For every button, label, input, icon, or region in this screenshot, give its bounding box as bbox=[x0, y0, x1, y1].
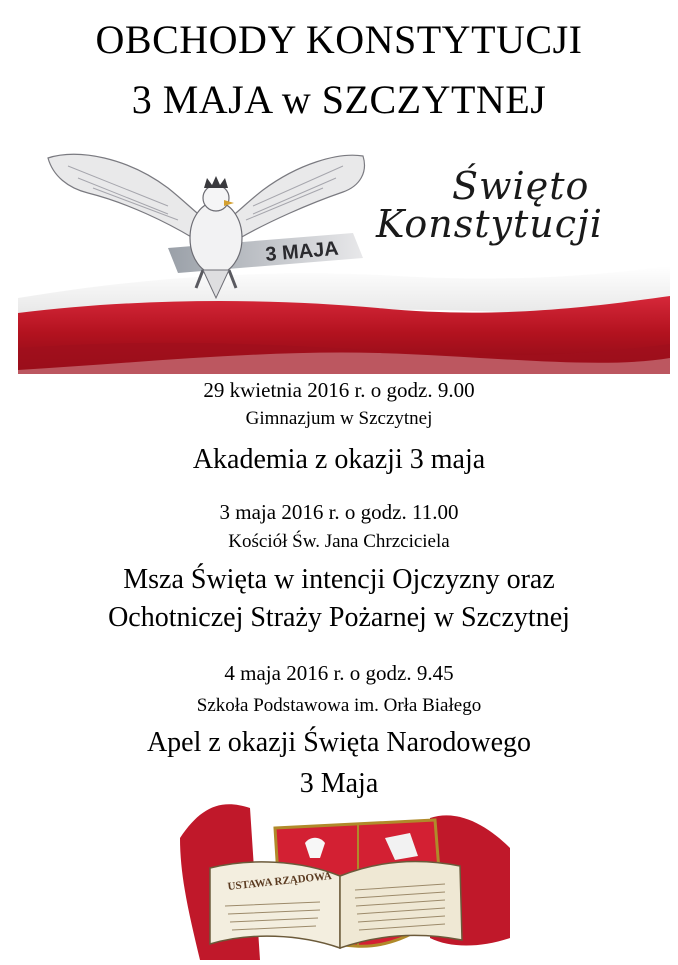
event-3-title-line-1: Apel z okazji Święta Narodowego bbox=[146, 727, 532, 758]
banner-script-swieto: Święto bbox=[452, 164, 590, 208]
event-3-date: 4 maja 2016 r. o godz. 9.45 bbox=[224, 661, 454, 685]
poster-title-line-1: OBCHODY KONSTYTUCJI bbox=[95, 17, 583, 62]
poster-title-line-2: 3 MAJA w SZCZYTNEJ bbox=[131, 77, 547, 122]
event-1-place: Gimnazjum w Szczytnej bbox=[245, 408, 433, 429]
event-2-date: 3 maja 2016 r. o godz. 11.00 bbox=[219, 500, 459, 524]
event-2-title-line-2: Ochotniczej Straży Pożarnej w Szczytnej bbox=[108, 602, 570, 633]
event-1-title: Akademia z okazji 3 maja bbox=[192, 444, 486, 475]
event-3-place: Szkoła Podstawowa im. Orła Białego bbox=[196, 695, 482, 716]
event-2-place: Kościół Św. Jana Chrzciciela bbox=[228, 531, 450, 552]
banner-script-konstytucji: Konstytucji bbox=[376, 202, 603, 246]
event-2-title-line-1: Msza Święta w intencji Ojczyzny oraz bbox=[123, 564, 555, 595]
book-page-title: USTAWA RZĄDOWA bbox=[227, 870, 333, 893]
event-3-title-line-2: 3 Maja bbox=[299, 768, 379, 799]
ribbon-3-maja-text: 3 MAJA bbox=[264, 237, 340, 266]
event-1-date: 29 kwietnia 2016 r. o godz. 9.00 bbox=[203, 378, 475, 402]
constitution-book-illustration bbox=[180, 798, 510, 960]
